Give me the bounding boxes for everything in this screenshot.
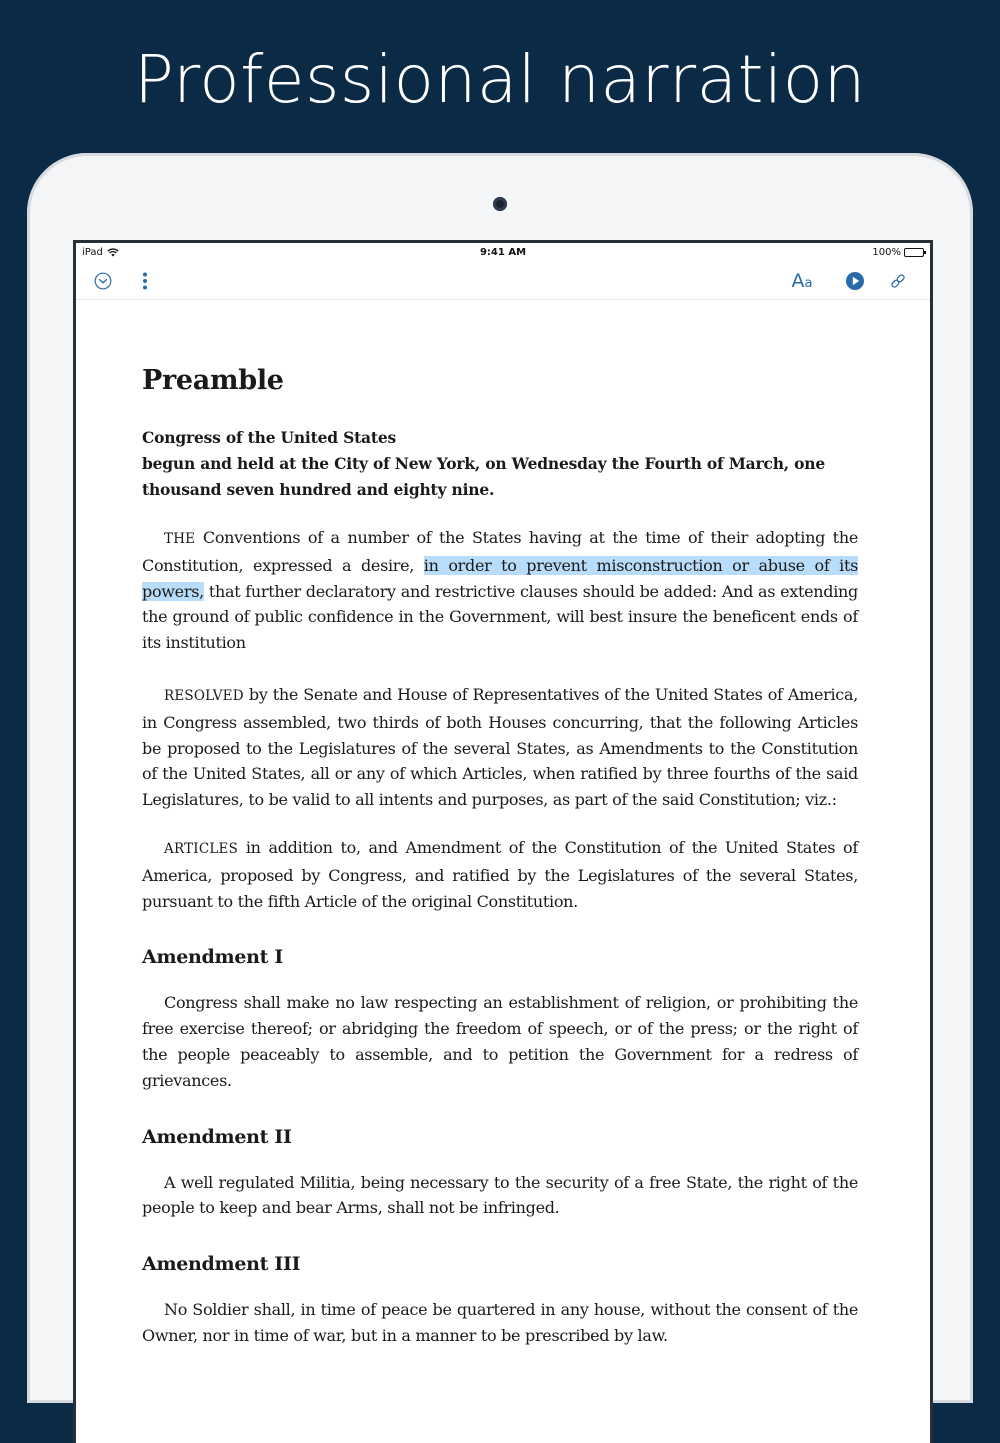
more-button[interactable]: [138, 269, 152, 293]
reader-toolbar: [76, 263, 930, 300]
battery-icon: [904, 248, 924, 257]
paragraph-lead: THE: [164, 531, 196, 547]
device-label: iPad: [82, 247, 103, 258]
status-time: 9:41 AM: [479, 247, 527, 258]
document-content: [142, 361, 858, 1349]
amendment-title: Amendment I: [142, 946, 284, 969]
amendment-text[interactable]: Congress shall make no law respecting an establishment of religion, or prohibiting the free exercise thereof; or abridging the freedom of speech, or of the press; or the right of the people peaceably to assemble, and to petition the Government for a redress of grievances.: [142, 993, 858, 1090]
status-right: [872, 247, 924, 258]
font-size-icon: A: [791, 270, 805, 292]
link-button[interactable]: [886, 269, 910, 293]
collapse-button[interactable]: [92, 269, 114, 293]
amendment-text[interactable]: A well regulated Militia, being necessary to the security of a free State, the right of the people to keep and bear Arms, shall not be infringed.: [142, 1172, 858, 1218]
chevron-down-circle-icon: [94, 272, 112, 290]
section-title-preamble: Preamble: [142, 365, 284, 396]
font-size-button[interactable]: [788, 269, 816, 293]
paragraph-text: that further declaratory and restrictive clauses should be added: And as extending the ground of public confidence in the Government, will best insure the beneficent ends of its institution: [142, 581, 858, 653]
paragraph-lead: ARTICLES: [164, 840, 239, 857]
banner-title: Professional narration: [133, 41, 867, 118]
paragraph-lead: RESOLVED: [164, 687, 244, 704]
ipad-frame: [27, 153, 973, 1403]
paragraph-text: in addition to, and Amendment of the Constitution of the United States of America, proposed by Congress, and ratified by the Legislatures of the several States, pursuant to the fifth Article of the original Constitution.: [142, 837, 858, 911]
reader-screen: [73, 240, 933, 1443]
amendment-text[interactable]: No Soldier shall, in time of peace be quartered in any house, without the consent of the Owner, nor in time of war, but in a manner to be prescribed by law.: [142, 1300, 858, 1345]
amendment-title: Amendment III: [142, 1253, 301, 1276]
battery-percent: 100%: [872, 247, 901, 258]
amendment-title: Amendment II: [142, 1125, 292, 1148]
camera-icon: [493, 197, 507, 211]
congress-line-1: Congress of the United States: [142, 428, 397, 447]
narration-highlight: in order to prevent misconstruction or abuse of its powers,: [142, 555, 858, 601]
status-bar: [76, 243, 930, 263]
resolved-paragraph[interactable]: [142, 682, 858, 813]
articles-paragraph[interactable]: [142, 835, 858, 914]
congress-line-2: begun and held at the City of New York, on Wednesday the Fourth of March, one thousand seven hundred and eighty nine.: [142, 454, 826, 499]
paragraph-text: by the Senate and House of Representatives of the United States of America, in Congress assembled, two thirds of both Houses concurring, that the following Articles be proposed to the Legislatures of the several States, as Amendments to the Constitution of the United States, all or any of which Articles, when ratified by three fourths of the said Legislatures, to be valid to all intents and purposes, as part of the said Constitution; viz.:: [142, 684, 858, 810]
play-button[interactable]: [844, 269, 866, 293]
link-icon: [889, 272, 907, 290]
paragraph-text: Conventions of a number of the States having at the time of their adopting the Constitution, expressed a desire,: [142, 528, 858, 575]
play-icon: [845, 271, 865, 291]
font-size-icon-small: a: [804, 276, 813, 291]
congress-heading: [142, 425, 858, 503]
more-vertical-icon: [142, 272, 148, 290]
preamble-paragraph[interactable]: [142, 525, 858, 656]
